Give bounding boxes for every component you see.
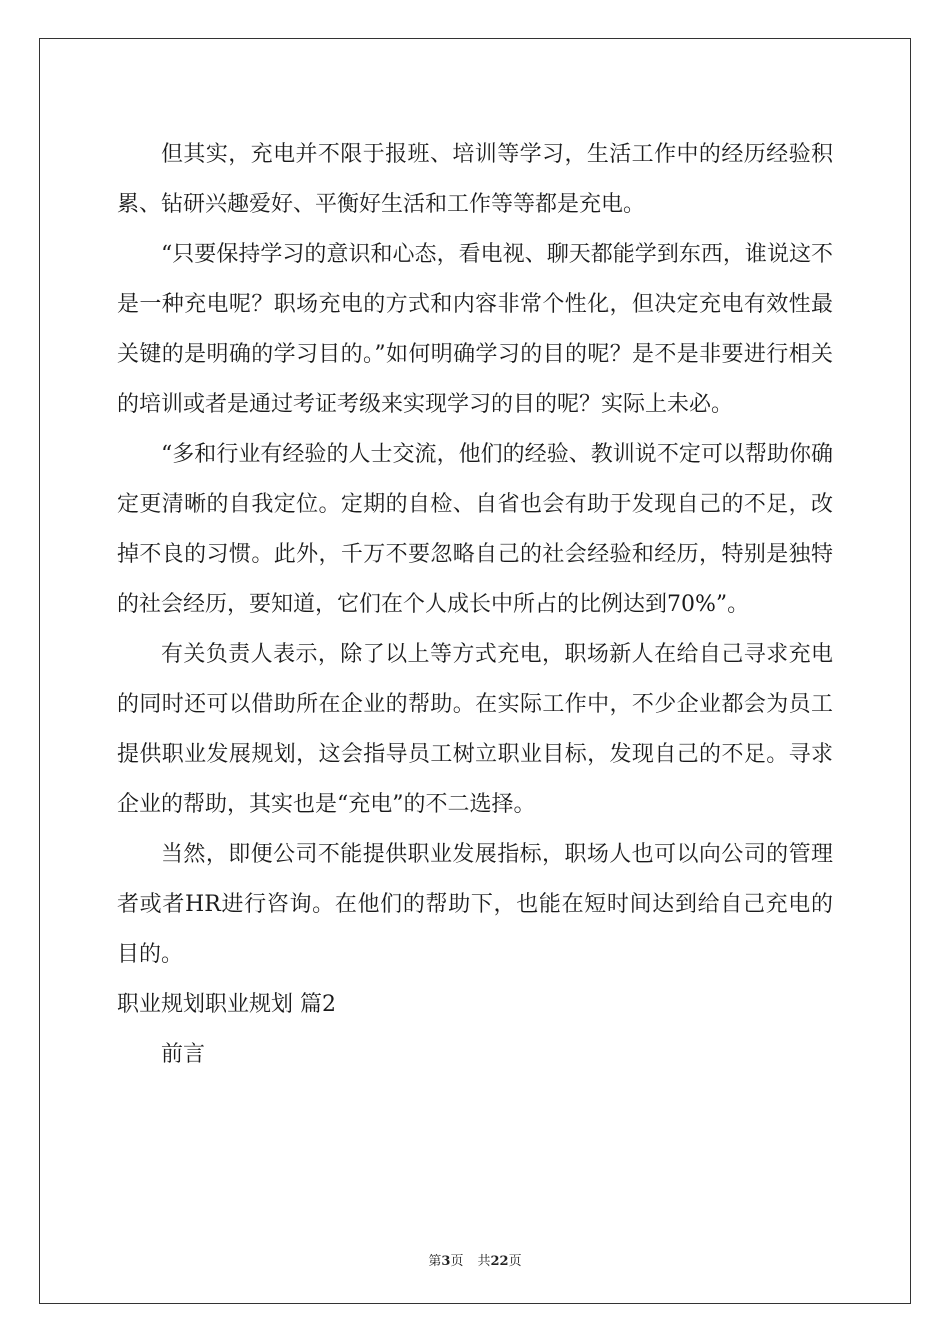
paragraph: 但其实，充电并不限于报班、培训等学习，生活工作中的经历经验积累、钻研兴趣爱好、平衡好生活和工作等等都是充电。 xyxy=(117,142,833,217)
total-prefix: 共 xyxy=(477,1254,491,1269)
page-suffix: 页 xyxy=(450,1254,464,1269)
total-suffix: 页 xyxy=(508,1254,522,1269)
section-heading: 职业规划职业规划 篇2 xyxy=(117,992,336,1017)
document-body xyxy=(117,130,833,1080)
subheading: 前言 xyxy=(161,1042,206,1067)
total-pages: 22 xyxy=(490,1254,509,1269)
paragraph: “多和行业有经验的人士交流，他们的经验、教训说不定可以帮助你确定更清晰的自我定位。定期的自检、自省也会有助于发现自己的不足，改掉不良的习惯。此外，千万不要忽略自己的社会经验和经历，特别是独特的社会经历，要知道，它们在个人成长中所占的比例达到70%”。 xyxy=(117,442,833,617)
paragraph: “只要保持学习的意识和心态，看电视、聊天都能学到东西，谁说这不是一种充电呢？职场充电的方式和内容非常个性化，但决定充电有效性最关键的是明确的学习目的。”如何明确学习的目的呢？是不是非要进行相关的培训或者是通过考证考级来实现学习的目的呢？实际上未必。 xyxy=(117,242,833,417)
page-number: 3 xyxy=(441,1254,451,1269)
page-footer xyxy=(0,1250,950,1269)
paragraph: 当然，即便公司不能提供职业发展指标，职场人也可以向公司的管理者或者HR进行咨询。在他们的帮助下，也能在短时间达到给自己充电的目的。 xyxy=(117,842,833,967)
page-prefix: 第 xyxy=(428,1254,442,1269)
paragraph: 有关负责人表示，除了以上等方式充电，职场新人在给自己寻求充电的同时还可以借助所在企业的帮助。在实际工作中，不少企业都会为员工提供职业发展规划，这会指导员工树立职业目标，发现自己的不足。寻求企业的帮助，其实也是“充电”的不二选择。 xyxy=(117,642,833,817)
